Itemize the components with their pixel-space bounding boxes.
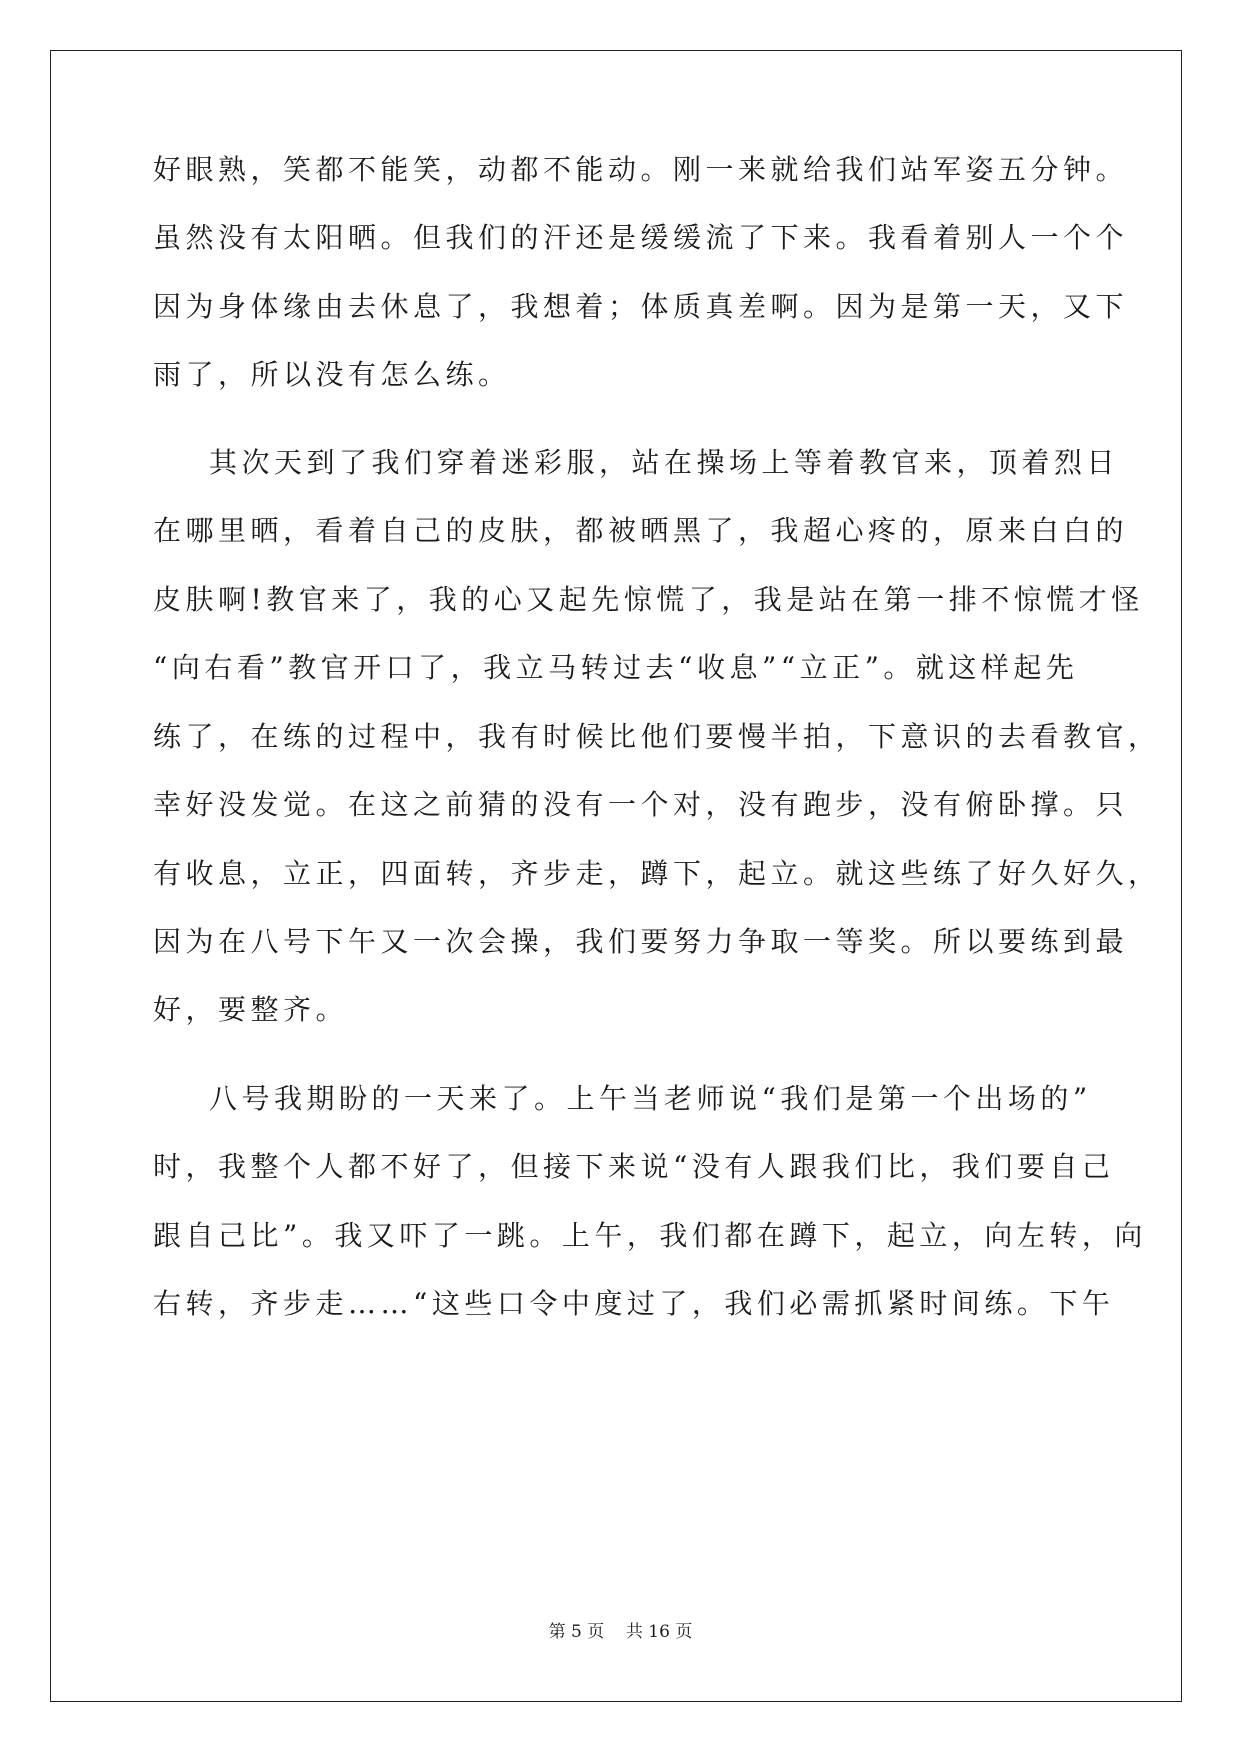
text-line: 在哪里晒，看着自己的皮肤，都被晒黑了，我超心疼的，原来白白的	[153, 514, 1129, 547]
paragraph-first-line: 八号我期盼的一天来了。上午当老师说“我们是第一个出场的”	[209, 1082, 1092, 1115]
text-line: “向右看”教官开口了，我立马转过去“收息”“立正”。就这样起先	[153, 651, 1079, 684]
text-line: 因为身体缘由去休息了，我想着；体质真差啊。因为是第一天，又下	[153, 290, 1129, 323]
text-line: 好，要整齐。	[153, 993, 349, 1026]
text-line: 练了，在练的过程中，我有时候比他们要慢半拍，下意识的去看教官，	[153, 720, 1161, 753]
text-line: 好眼熟，笑都不能笑，动都不能动。刚一来就给我们站军姿五分钟。	[153, 153, 1129, 186]
text-line: 时，我整个人都不好了，但接下来说“没有人跟我们比，我们要自己	[153, 1150, 1115, 1183]
text-line: 皮肤啊!教官来了，我的心又起先惊慌了，我是站在第一排不惊慌才怪	[153, 583, 1144, 616]
text-line: 雨了，所以没有怎么练。	[153, 358, 511, 391]
text-line: 因为在八号下午又一次会操，我们要努力争取一等奖。所以要练到最	[153, 925, 1129, 958]
paragraph-first-line: 其次天到了我们穿着迷彩服，站在操场上等着教官来，顶着烈日	[209, 446, 1120, 479]
text-line: 幸好没发觉。在这之前猜的没有一个对，没有跑步，没有俯卧撑。只	[153, 788, 1129, 821]
text-line: 跟自己比”。我又吓了一跳。上午，我们都在蹲下，起立，向左转，向	[153, 1219, 1147, 1252]
text-line: 有收息，立正，四面转，齐步走，蹲下，起立。就这些练了好久好久，	[153, 857, 1161, 890]
text-line: 虽然没有太阳晒。但我们的汗还是缓缓流了下来。我看着别人一个个	[153, 221, 1129, 254]
text-line: 右转，齐步走……“这些口令中度过了，我们必需抓紧时间练。下午	[153, 1287, 1115, 1320]
page-number-footer: 第 5 页 共 16 页	[548, 1622, 693, 1642]
